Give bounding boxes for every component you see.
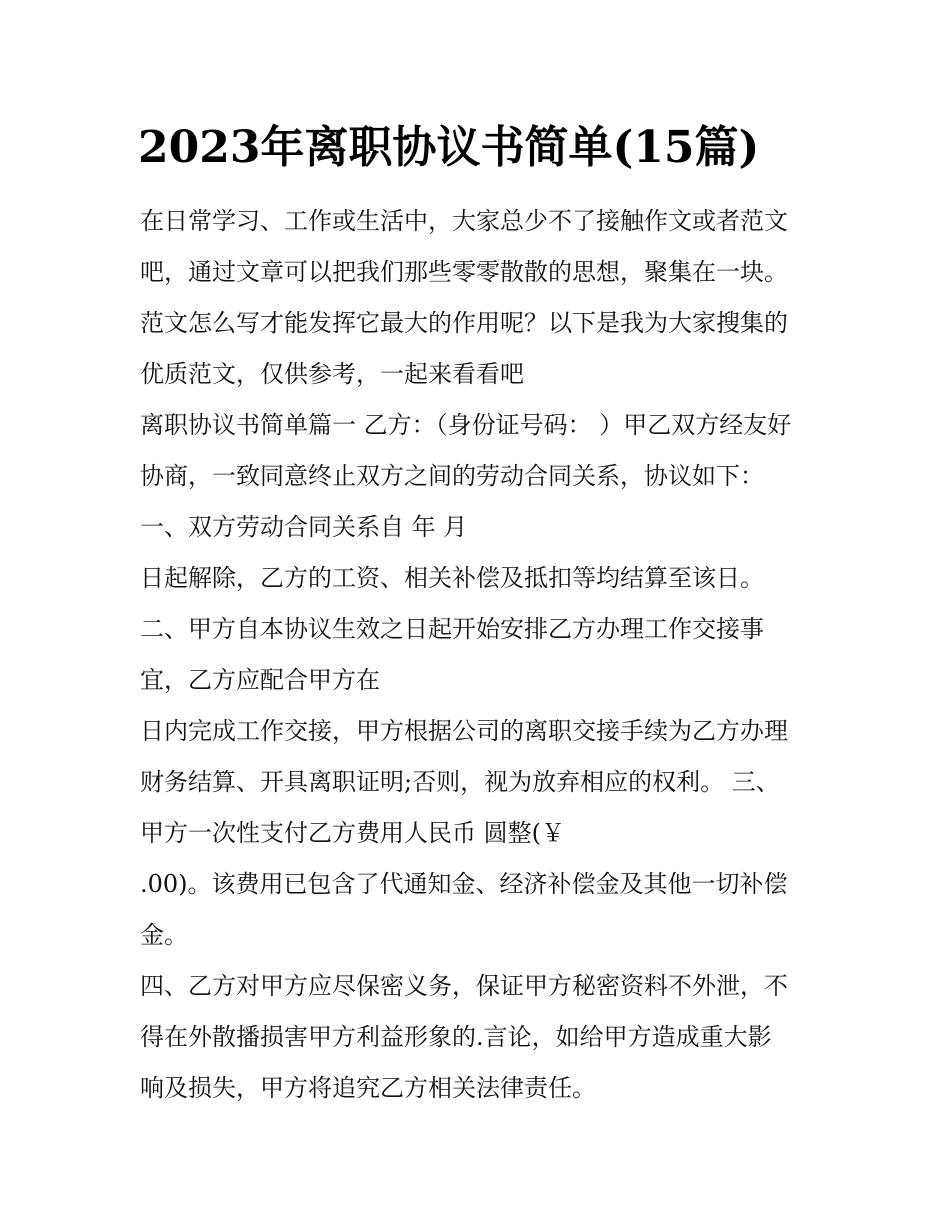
body-line: 日内完成工作交接，甲方根据公司的离职交接手续为乙方办理 <box>140 717 788 745</box>
body-line: 在日常学习、工作或生活中，大家总少不了接触作文或者范文 <box>140 207 788 235</box>
document-body <box>140 196 820 1114</box>
body-line: 四、乙方对甲方应尽保密义务，保证甲方秘密资料不外泄，不 <box>140 972 788 1000</box>
body-line: 离职协议书简单篇一 乙方：（身份证号码： ）甲乙双方经友好 <box>140 411 792 439</box>
body-line: 甲方一次性支付乙方费用人民币 圆整(￥ <box>140 819 565 847</box>
body-line: 优质范文，仅供参考，一起来看看吧 <box>140 360 524 388</box>
body-line: 日起解除，乙方的工资、相关补偿及抵扣等均结算至该日。 <box>140 564 764 592</box>
body-line: .00)。该费用已包含了代通知金、经济补偿金及其他一切补偿 <box>140 870 788 898</box>
body-line: 吧，通过文章可以把我们那些零零散散的思想，聚集在一块。 <box>140 258 788 286</box>
document-title: 2023年离职协议书简单(15篇) <box>138 122 760 173</box>
body-line: 宜，乙方应配合甲方在 <box>140 666 380 694</box>
body-line: 协商，一致同意终止双方之间的劳动合同关系，协议如下： <box>140 462 764 490</box>
body-line: 一、双方劳动合同关系自 年 月 <box>140 513 468 541</box>
body-line: 范文怎么写才能发挥它最大的作用呢？以下是我为大家搜集的 <box>140 309 788 337</box>
body-line: 得在外散播损害甲方利益形象的.言论，如给甲方造成重大影 <box>140 1023 772 1051</box>
body-line: 财务结算、开具离职证明;否则，视为放弃相应的权利。 三、 <box>140 768 780 796</box>
body-line: 金。 <box>140 921 188 949</box>
body-line: 响及损失，甲方将追究乙方相关法律责任。 <box>140 1074 596 1102</box>
body-line: 二、甲方自本协议生效之日起开始安排乙方办理工作交接事 <box>140 615 764 643</box>
